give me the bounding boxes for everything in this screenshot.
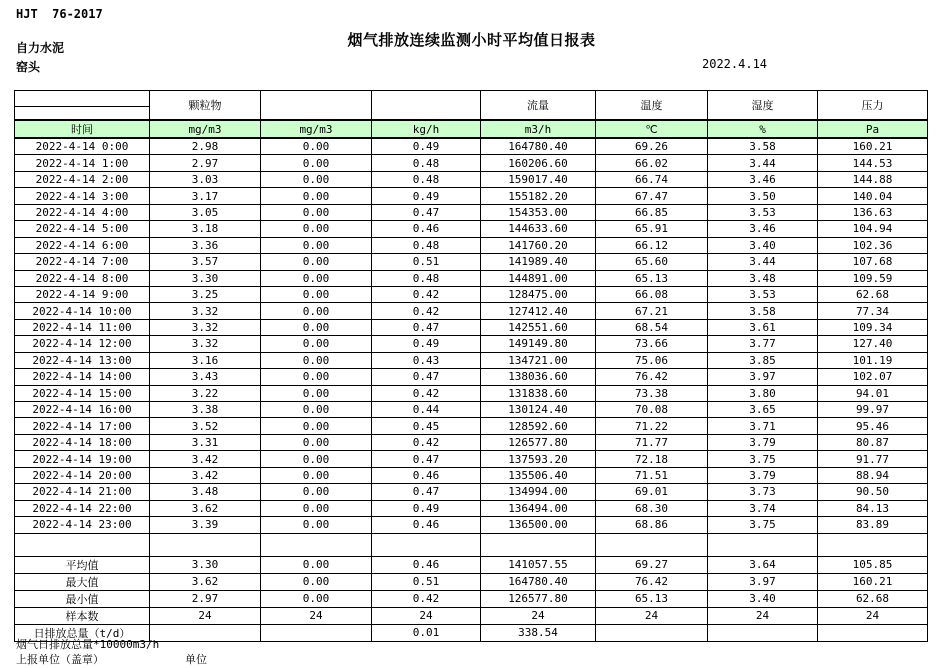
value-cell: 84.13	[818, 500, 928, 516]
value-cell: 3.77	[708, 336, 818, 352]
value-cell: 154353.00	[481, 204, 596, 220]
monitoring-table	[14, 90, 928, 642]
table-row	[15, 171, 928, 187]
value-cell: 3.71	[708, 418, 818, 434]
col-header-pressure: 压力	[818, 91, 928, 121]
value-cell: 3.43	[150, 369, 261, 385]
value-cell: 80.87	[818, 434, 928, 450]
value-cell: 3.74	[708, 500, 818, 516]
value-cell	[596, 624, 708, 641]
table-row	[15, 270, 928, 286]
value-cell: 94.01	[818, 385, 928, 401]
value-cell: 0.42	[372, 590, 481, 607]
value-cell: 3.58	[708, 138, 818, 155]
value-cell: 66.02	[596, 155, 708, 171]
table-row	[15, 467, 928, 483]
value-cell	[372, 533, 481, 556]
row-label-cell: 2022-4-14 10:00	[15, 303, 150, 319]
value-cell: 136500.00	[481, 517, 596, 533]
table-row	[15, 188, 928, 204]
value-cell	[596, 533, 708, 556]
value-cell: 0.51	[372, 573, 481, 590]
table-row	[15, 434, 928, 450]
row-label-cell: 2022-4-14 20:00	[15, 467, 150, 483]
row-label-cell: 2022-4-14 0:00	[15, 138, 150, 155]
company-name: 自力水泥	[16, 41, 65, 55]
summary-row	[15, 556, 928, 573]
value-cell: 0.00	[261, 237, 372, 253]
value-cell: 99.97	[818, 402, 928, 418]
value-cell: 24	[150, 607, 261, 624]
value-cell: 0.00	[261, 385, 372, 401]
value-cell: 0.49	[372, 336, 481, 352]
value-cell: 68.30	[596, 500, 708, 516]
value-cell: 67.47	[596, 188, 708, 204]
value-cell: 130124.40	[481, 402, 596, 418]
value-cell: 0.00	[261, 451, 372, 467]
value-cell: 76.42	[596, 573, 708, 590]
table-row	[15, 336, 928, 352]
value-cell: 3.64	[708, 556, 818, 573]
value-cell: 24	[818, 607, 928, 624]
row-label-cell: 2022-4-14 23:00	[15, 517, 150, 533]
value-cell: 88.94	[818, 467, 928, 483]
unit-mgm3-2: mg/m3	[261, 120, 372, 138]
value-cell: 0.00	[261, 286, 372, 302]
value-cell: 3.31	[150, 434, 261, 450]
value-cell: 76.42	[596, 369, 708, 385]
value-cell: 109.34	[818, 319, 928, 335]
value-cell: 24	[481, 607, 596, 624]
report-title: 烟气排放连续监测小时平均值日报表	[347, 31, 596, 49]
value-cell: 134721.00	[481, 352, 596, 368]
value-cell: 3.39	[150, 517, 261, 533]
col-header-blank-1	[261, 91, 372, 121]
value-cell: 142551.60	[481, 319, 596, 335]
value-cell: 136.63	[818, 204, 928, 220]
table-row	[15, 221, 928, 237]
row-label-cell: 2022-4-14 7:00	[15, 254, 150, 270]
value-cell: 3.65	[708, 402, 818, 418]
value-cell: 164780.40	[481, 573, 596, 590]
row-label-cell: 2022-4-14 11:00	[15, 319, 150, 335]
value-cell	[261, 533, 372, 556]
value-cell: 104.94	[818, 221, 928, 237]
col-header-flow: 流量	[481, 91, 596, 121]
summary-row	[15, 607, 928, 624]
col-header-temperature: 温度	[596, 91, 708, 121]
standard-code: HJT 76-2017	[16, 7, 103, 21]
unit-m3h: m3/h	[481, 120, 596, 138]
table-row	[15, 484, 928, 500]
value-cell: 65.13	[596, 270, 708, 286]
value-cell: 3.42	[150, 467, 261, 483]
summary-row	[15, 590, 928, 607]
table-row	[15, 352, 928, 368]
value-cell: 128592.60	[481, 418, 596, 434]
row-label-cell: 2022-4-14 15:00	[15, 385, 150, 401]
row-label-cell: 2022-4-14 8:00	[15, 270, 150, 286]
value-cell: 69.01	[596, 484, 708, 500]
value-cell: 66.74	[596, 171, 708, 187]
row-label-cell: 2022-4-14 16:00	[15, 402, 150, 418]
value-cell: 0.00	[261, 188, 372, 204]
value-cell: 3.05	[150, 204, 261, 220]
value-cell: 3.38	[150, 402, 261, 418]
row-label-cell: 2022-4-14 21:00	[15, 484, 150, 500]
value-cell: 144.88	[818, 171, 928, 187]
table-row	[15, 369, 928, 385]
report-unit-seal-label: 上报单位（盖章）	[16, 653, 104, 666]
value-cell: 3.79	[708, 467, 818, 483]
monitoring-point: 窑头	[16, 60, 41, 74]
value-cell: 77.34	[818, 303, 928, 319]
value-cell: 2.97	[150, 155, 261, 171]
value-cell: 3.17	[150, 188, 261, 204]
value-cell	[708, 624, 818, 641]
value-cell: 127412.40	[481, 303, 596, 319]
value-cell: 3.32	[150, 303, 261, 319]
value-cell: 3.16	[150, 352, 261, 368]
value-cell: 3.25	[150, 286, 261, 302]
value-cell: 3.48	[150, 484, 261, 500]
row-label-cell: 最大值	[15, 573, 150, 590]
value-cell: 3.46	[708, 171, 818, 187]
value-cell: 0.00	[261, 204, 372, 220]
unit-pa: Pa	[818, 120, 928, 138]
footnote-report-unit	[16, 651, 207, 667]
value-cell: 0.00	[261, 155, 372, 171]
value-cell: 0.01	[372, 624, 481, 641]
value-cell: 0.47	[372, 451, 481, 467]
table-row	[15, 319, 928, 335]
value-cell: 0.46	[372, 517, 481, 533]
value-cell: 0.49	[372, 500, 481, 516]
value-cell: 24	[261, 607, 372, 624]
value-cell: 3.75	[708, 517, 818, 533]
value-cell: 105.85	[818, 556, 928, 573]
row-label-cell: 2022-4-14 4:00	[15, 204, 150, 220]
value-cell: 0.00	[261, 369, 372, 385]
value-cell: 155182.20	[481, 188, 596, 204]
table-row	[15, 418, 928, 434]
table-row	[15, 155, 928, 171]
value-cell: 0.00	[261, 319, 372, 335]
row-label-cell: 2022-4-14 2:00	[15, 171, 150, 187]
table-row	[15, 254, 928, 270]
value-cell: 144.53	[818, 155, 928, 171]
value-cell: 24	[708, 607, 818, 624]
value-cell: 3.22	[150, 385, 261, 401]
value-cell: 0.42	[372, 385, 481, 401]
value-cell: 0.00	[261, 590, 372, 607]
row-label-cell	[15, 533, 150, 556]
value-cell: 3.30	[150, 270, 261, 286]
value-cell: 65.60	[596, 254, 708, 270]
value-cell: 141057.55	[481, 556, 596, 573]
value-cell: 0.43	[372, 352, 481, 368]
value-cell: 65.13	[596, 590, 708, 607]
value-cell: 126577.80	[481, 590, 596, 607]
value-cell: 0.00	[261, 171, 372, 187]
value-cell: 3.62	[150, 573, 261, 590]
row-label-cell: 样本数	[15, 607, 150, 624]
value-cell	[481, 533, 596, 556]
value-cell: 0.47	[372, 484, 481, 500]
value-cell: 134994.00	[481, 484, 596, 500]
row-label-cell: 2022-4-14 13:00	[15, 352, 150, 368]
unit-kgh: kg/h	[372, 120, 481, 138]
unit-header-row	[15, 120, 928, 138]
value-cell: 91.77	[818, 451, 928, 467]
value-cell: 3.46	[708, 221, 818, 237]
value-cell: 338.54	[481, 624, 596, 641]
value-cell: 126577.80	[481, 434, 596, 450]
value-cell: 140.04	[818, 188, 928, 204]
value-cell: 0.00	[261, 556, 372, 573]
value-cell: 0.48	[372, 155, 481, 171]
unit-percent: %	[708, 120, 818, 138]
row-label-cell: 2022-4-14 5:00	[15, 221, 150, 237]
value-cell: 127.40	[818, 336, 928, 352]
value-cell: 68.86	[596, 517, 708, 533]
col-header-particulate: 颗粒物	[150, 91, 261, 121]
value-cell: 144891.00	[481, 270, 596, 286]
row-label-cell: 2022-4-14 22:00	[15, 500, 150, 516]
value-cell: 141760.20	[481, 237, 596, 253]
value-cell: 0.00	[261, 303, 372, 319]
value-cell: 141989.40	[481, 254, 596, 270]
value-cell: 75.06	[596, 352, 708, 368]
value-cell: 160.21	[818, 138, 928, 155]
value-cell: 0.47	[372, 204, 481, 220]
value-cell: 160.21	[818, 573, 928, 590]
value-cell: 67.21	[596, 303, 708, 319]
value-cell: 3.97	[708, 369, 818, 385]
value-cell: 0.00	[261, 138, 372, 155]
value-cell: 3.62	[150, 500, 261, 516]
col-header-time: 时间	[15, 120, 150, 138]
table-row	[15, 138, 928, 155]
value-cell: 3.97	[708, 573, 818, 590]
value-cell: 0.00	[261, 254, 372, 270]
value-cell: 0.51	[372, 254, 481, 270]
value-cell: 3.53	[708, 204, 818, 220]
row-label-cell: 2022-4-14 12:00	[15, 336, 150, 352]
value-cell: 72.18	[596, 451, 708, 467]
row-label-cell: 最小值	[15, 590, 150, 607]
value-cell: 3.52	[150, 418, 261, 434]
row-label-cell: 2022-4-14 6:00	[15, 237, 150, 253]
value-cell: 0.48	[372, 171, 481, 187]
value-cell: 149149.80	[481, 336, 596, 352]
value-cell: 95.46	[818, 418, 928, 434]
value-cell: 3.44	[708, 155, 818, 171]
value-cell: 0.48	[372, 270, 481, 286]
value-cell: 0.45	[372, 418, 481, 434]
value-cell: 0.47	[372, 319, 481, 335]
value-cell: 164780.40	[481, 138, 596, 155]
value-cell: 138036.60	[481, 369, 596, 385]
value-cell: 3.32	[150, 336, 261, 352]
value-cell: 3.50	[708, 188, 818, 204]
value-cell: 0.00	[261, 434, 372, 450]
unit-mgm3-1: mg/m3	[150, 120, 261, 138]
value-cell: 3.73	[708, 484, 818, 500]
value-cell: 135506.40	[481, 467, 596, 483]
value-cell	[261, 624, 372, 641]
value-cell: 73.66	[596, 336, 708, 352]
value-cell: 3.42	[150, 451, 261, 467]
value-cell: 102.07	[818, 369, 928, 385]
group-header-row	[15, 91, 928, 107]
value-cell: 73.38	[596, 385, 708, 401]
value-cell: 0.44	[372, 402, 481, 418]
value-cell: 90.50	[818, 484, 928, 500]
value-cell: 0.42	[372, 286, 481, 302]
value-cell: 66.85	[596, 204, 708, 220]
row-label-cell: 2022-4-14 17:00	[15, 418, 150, 434]
unit-celsius: ℃	[596, 120, 708, 138]
value-cell: 0.00	[261, 418, 372, 434]
value-cell: 3.61	[708, 319, 818, 335]
value-cell: 2.98	[150, 138, 261, 155]
row-label-cell: 2022-4-14 1:00	[15, 155, 150, 171]
value-cell: 3.80	[708, 385, 818, 401]
value-cell: 159017.40	[481, 171, 596, 187]
value-cell: 71.77	[596, 434, 708, 450]
value-cell: 128475.00	[481, 286, 596, 302]
value-cell: 0.00	[261, 270, 372, 286]
value-cell: 66.08	[596, 286, 708, 302]
value-cell: 107.68	[818, 254, 928, 270]
header-empty-cell-top	[15, 91, 150, 107]
table-row	[15, 500, 928, 516]
row-label-cell: 2022-4-14 14:00	[15, 369, 150, 385]
value-cell: 0.00	[261, 221, 372, 237]
value-cell: 68.54	[596, 319, 708, 335]
value-cell: 0.46	[372, 221, 481, 237]
value-cell: 0.46	[372, 556, 481, 573]
value-cell: 3.75	[708, 451, 818, 467]
value-cell: 3.79	[708, 434, 818, 450]
value-cell: 3.40	[708, 590, 818, 607]
value-cell: 3.44	[708, 254, 818, 270]
table-row	[15, 517, 928, 533]
value-cell: 3.40	[708, 237, 818, 253]
table-row	[15, 237, 928, 253]
row-label-cell: 2022-4-14 9:00	[15, 286, 150, 302]
value-cell	[150, 624, 261, 641]
value-cell: 70.08	[596, 402, 708, 418]
value-cell: 3.58	[708, 303, 818, 319]
report-date: 2022.4.14	[702, 57, 768, 71]
row-label-cell: 2022-4-14 19:00	[15, 451, 150, 467]
value-cell	[818, 624, 928, 641]
row-label-cell: 2022-4-14 18:00	[15, 434, 150, 450]
value-cell: 109.59	[818, 270, 928, 286]
row-label-cell: 平均值	[15, 556, 150, 573]
value-cell: 3.48	[708, 270, 818, 286]
value-cell: 2.97	[150, 590, 261, 607]
value-cell: 3.57	[150, 254, 261, 270]
value-cell: 3.85	[708, 352, 818, 368]
value-cell: 66.12	[596, 237, 708, 253]
value-cell	[818, 533, 928, 556]
value-cell: 136494.00	[481, 500, 596, 516]
value-cell: 0.46	[372, 467, 481, 483]
value-cell: 0.00	[261, 352, 372, 368]
value-cell: 0.00	[261, 467, 372, 483]
value-cell: 160206.60	[481, 155, 596, 171]
row-label-cell: 日排放总量（t/d）	[15, 624, 150, 641]
value-cell: 144633.60	[481, 221, 596, 237]
unit-label: 单位	[185, 653, 207, 666]
header-empty-cell-bottom	[15, 107, 150, 121]
row-label-cell: 2022-4-14 3:00	[15, 188, 150, 204]
value-cell: 71.22	[596, 418, 708, 434]
value-cell	[150, 533, 261, 556]
value-cell: 0.00	[261, 517, 372, 533]
value-cell: 3.53	[708, 286, 818, 302]
value-cell: 0.47	[372, 369, 481, 385]
value-cell: 0.00	[261, 484, 372, 500]
table-row	[15, 402, 928, 418]
value-cell: 0.48	[372, 237, 481, 253]
spacer-row	[15, 533, 928, 556]
value-cell: 0.00	[261, 402, 372, 418]
table-row	[15, 303, 928, 319]
value-cell: 3.03	[150, 171, 261, 187]
value-cell: 0.42	[372, 303, 481, 319]
value-cell: 24	[596, 607, 708, 624]
value-cell: 24	[372, 607, 481, 624]
table-row	[15, 286, 928, 302]
table-row	[15, 385, 928, 401]
value-cell: 65.91	[596, 221, 708, 237]
col-header-blank-2	[372, 91, 481, 121]
table-row	[15, 451, 928, 467]
value-cell: 0.49	[372, 188, 481, 204]
value-cell: 101.19	[818, 352, 928, 368]
value-cell: 0.00	[261, 573, 372, 590]
value-cell: 71.51	[596, 467, 708, 483]
value-cell: 131838.60	[481, 385, 596, 401]
value-cell: 69.26	[596, 138, 708, 155]
value-cell: 83.89	[818, 517, 928, 533]
summary-row	[15, 573, 928, 590]
value-cell: 137593.20	[481, 451, 596, 467]
table-row	[15, 204, 928, 220]
value-cell	[708, 533, 818, 556]
footnote-total-volume: 烟气日排放总量*10000m3/h	[16, 638, 160, 651]
value-cell: 3.32	[150, 319, 261, 335]
value-cell: 0.00	[261, 336, 372, 352]
value-cell: 0.49	[372, 138, 481, 155]
value-cell: 102.36	[818, 237, 928, 253]
value-cell: 0.00	[261, 500, 372, 516]
value-cell: 62.68	[818, 286, 928, 302]
value-cell: 3.30	[150, 556, 261, 573]
value-cell: 69.27	[596, 556, 708, 573]
value-cell: 3.36	[150, 237, 261, 253]
value-cell: 62.68	[818, 590, 928, 607]
col-header-humidity: 湿度	[708, 91, 818, 121]
value-cell: 0.42	[372, 434, 481, 450]
value-cell: 3.18	[150, 221, 261, 237]
